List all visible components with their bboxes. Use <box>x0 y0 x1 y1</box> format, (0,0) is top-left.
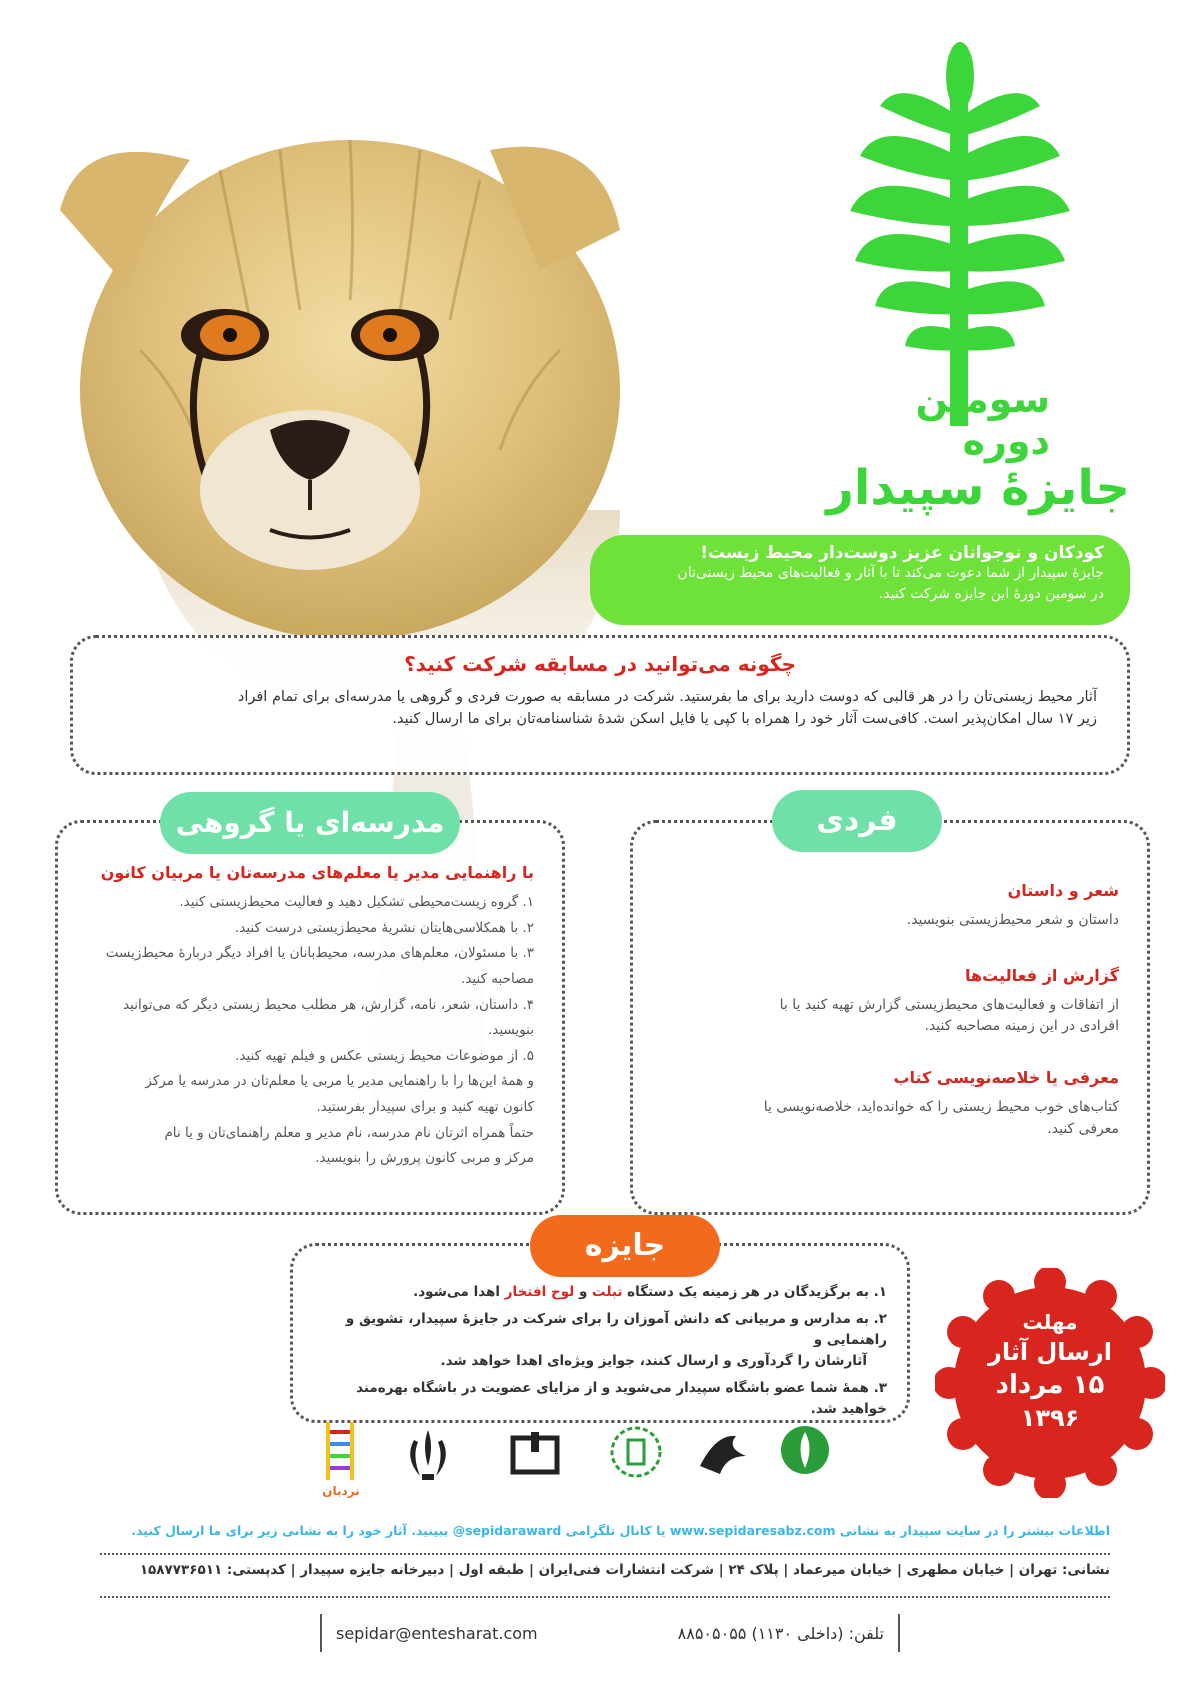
deadline-line2: ارسال آثار <box>988 1338 1112 1366</box>
how-line2: زیر ۱۷ سال امکان‌پذیر است. کافی‌ست آثار خود را همراه با کپی یا فایل اسکن شدهٔ شناسنامه‌تان برای ما ارسال کنید. <box>392 711 1097 728</box>
footer-contact <box>320 1614 900 1652</box>
school-list-item: ۳. با مسئولان، معلم‌های مدرسه، محیط‌بانان یا افراد دیگر دربارهٔ محیط‌زیست <box>105 945 534 962</box>
edition-line2: دوره <box>962 419 1050 463</box>
school-list-item: ۲. با همکلاسی‌هایتان نشریهٔ محیط‌زیستی درست کنید. <box>234 919 534 936</box>
how-to-participate-box <box>70 635 1130 775</box>
deadline-line1: مهلت <box>1022 1310 1078 1334</box>
individual-box <box>630 820 1150 1215</box>
footer-phone: تلفن: (داخلی ۱۱۳۰) ۸۸۵۰۵۰۵۵ <box>677 1623 884 1643</box>
invite-line2: در سومین دورهٔ این جایزه شرکت کنید. <box>878 586 1104 602</box>
iran-emblem-icon <box>400 1426 456 1486</box>
footer-address: نشانی: تهران | خیابان مطهری | خیابان میرعماد | پلاک ۲۴ | شرکت انتشارات فنی‌ایران | طبقه اول | دبیرخانه جایزه سپیدار | کدپستی: ۱۵۸۷۷۳۶۵۱۱ <box>139 1562 1110 1578</box>
invite-banner <box>590 535 1130 625</box>
prize-tablet: تبلت <box>592 1284 623 1300</box>
prize-plaque: لوح افتخار <box>504 1284 575 1300</box>
book-line1: کتاب‌های خوب محیط زیستی را که خوانده‌اید، خلاصه‌نویسی یا <box>763 1099 1119 1116</box>
school-list-item: ۴. داستان، شعر، نامه، گزارش، هر مطلب محیط زیستی دیگر که می‌توانید <box>123 996 534 1013</box>
prize-item3: ۳. همهٔ شما عضو باشگاه سپیدار می‌شوید و از مزایای عضویت در باشگاه بهره‌مند خواهید شد. <box>356 1379 887 1417</box>
prize-item2-line1: ۲. به مدارس و مربیانی که دانش آموزان را برای شرکت در جایزهٔ سپیدار، تشویق و راهنمایی و <box>345 1310 887 1348</box>
school-list-item: ۱. گروه زیست‌محیطی تشکیل دهید و فعالیت محیط‌زیستی کنید. <box>179 894 534 910</box>
report-title: گزارش از فعالیت‌ها <box>965 965 1119 985</box>
prize-item1-e: اهدا می‌شود. <box>413 1284 505 1300</box>
book-title: معرفی یا خلاصه‌نویسی کتاب <box>893 1068 1119 1088</box>
invite-headline: کودکان و نوجوانان عزیز دوست‌دار محیط زیست! <box>700 543 1104 563</box>
ladder-logo-icon <box>320 1420 360 1482</box>
ladder-logo-label: نردبان <box>322 1484 360 1498</box>
book-line2: معرفی کنید. <box>1047 1120 1119 1137</box>
school-group-box <box>55 820 565 1215</box>
school-subtitle: با راهنمایی مدیر یا معلم‌های مدرسه‌تان یا مربیان کانون <box>100 863 534 882</box>
report-line1: از اتفاقات و فعالیت‌های محیط‌زیستی گزارش تهیه کنید یا با <box>779 996 1119 1013</box>
school-group-pill: مدرسه‌ای یا گروهی <box>160 792 460 854</box>
school-list-item: مصاحبه کنید. <box>461 970 534 987</box>
school-list-item: مرکز و مربی کانون پرورش را بنویسید. <box>315 1150 534 1167</box>
edition-title <box>850 377 1050 463</box>
school-list-item: کانون تهیه کنید و برای سپیدار بفرستید. <box>316 1099 534 1116</box>
sponsor-logos <box>320 1420 880 1510</box>
footer-email[interactable]: sepidar@entesharat.com <box>336 1623 538 1643</box>
deadline-line3: ۱۵ مرداد <box>995 1370 1105 1400</box>
invite-line1: جایزهٔ سپیدار از شما دعوت می‌کند تا با آثار و فعالیت‌های محیط زیستی‌تان <box>677 565 1104 581</box>
prize-item1-a: ۱. به برگزیدگان در هر زمینه یک دستگاه <box>622 1284 887 1300</box>
how-line1: آثار محیط زیستی‌تان را در هر قالبی که دوست دارید برای ما بفرستید. شرکت در مسابقه به صورت فردی و گروهی یا مدرسه‌ای برای تمام افراد <box>237 689 1097 705</box>
award-name: جایزهٔ سپیدار <box>826 460 1130 516</box>
tehran-municipality-icon <box>610 1424 662 1480</box>
deadline-badge <box>935 1268 1165 1498</box>
school-list-item: بنویسید. <box>487 1022 534 1039</box>
school-list-item: و همهٔ این‌ها را با راهنمایی مدیر یا مربی یا معلم‌تان در مدرسه یا مرکز <box>145 1073 534 1090</box>
sepidar-leaf-icon <box>840 36 1080 436</box>
report-line2: افرادی در این زمینه مصاحبه کنید. <box>924 1018 1119 1035</box>
prize-item1-c: و <box>574 1284 593 1300</box>
footer-divider <box>100 1553 1110 1555</box>
school-items-list <box>82 890 534 1172</box>
prize-item2-line2: آثارشان را گردآوری و ارسال کنند، جوایز ویژه‌ای اهدا خواهد شد. <box>440 1352 867 1369</box>
prize-item1 <box>311 1282 887 1303</box>
deadline-text <box>935 1310 1165 1432</box>
poetry-title: شعر و داستان <box>1007 881 1119 900</box>
individual-pill: فردی <box>772 790 942 852</box>
school-list-item: ۵. از موضوعات محیط زیستی عکس و فیلم تهیه کنید. <box>235 1047 534 1064</box>
footer-info: اطلاعات بیشتر را در سایت سپیدار به نشانی www.sepidaresabz.com یا کانال تلگرامی sepidaraward@ ببینید. آثار خود را به نشانی زیر برای ما ارسال کنید. <box>131 1523 1110 1538</box>
school-list-item: حتماً همراه اثرتان نام مدرسه، نام مدیر و معلم راهنمای‌تان و یا نام <box>164 1124 534 1141</box>
deadline-line4: ۱۳۹۶ <box>1020 1404 1080 1432</box>
environment-org-icon <box>778 1422 832 1480</box>
edition-line1: سومین <box>915 377 1050 421</box>
book-publisher-icon <box>510 1430 560 1478</box>
how-title: چگونه می‌توانید در مسابقه شرکت کنید؟ <box>404 652 796 676</box>
kanoon-bird-icon <box>696 1426 750 1480</box>
poetry-text: داستان و شعر محیط‌زیستی بنویسید. <box>906 912 1119 928</box>
prize-pill: جایزه <box>530 1215 720 1277</box>
footer-divider-2 <box>100 1596 1110 1598</box>
